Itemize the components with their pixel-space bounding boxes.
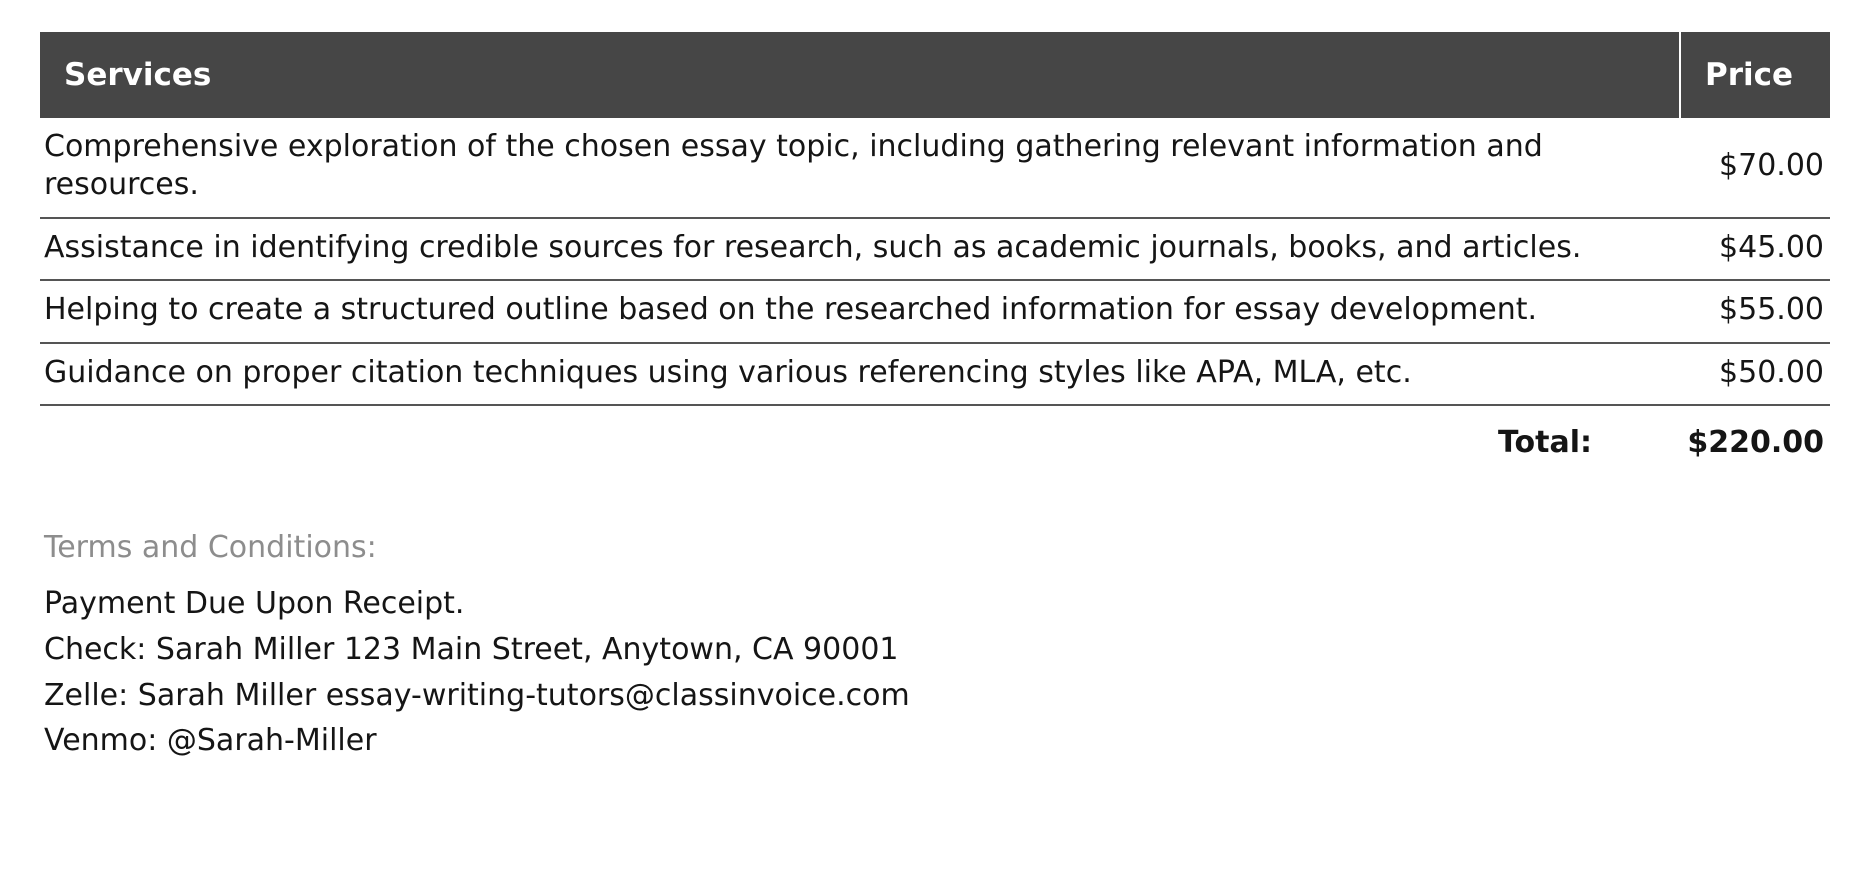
- column-header-price: Price: [1680, 32, 1830, 118]
- service-price: $50.00: [1680, 343, 1830, 405]
- service-price: $45.00: [1680, 218, 1830, 280]
- total-value: $220.00: [1687, 424, 1824, 460]
- terms-and-conditions-section: [40, 530, 1828, 759]
- table-row: [40, 343, 1830, 405]
- terms-line-zelle: Zelle: Sarah Miller essay-writing-tutors@classinvoice.com: [44, 677, 910, 713]
- terms-line-payment: Payment Due Upon Receipt.: [44, 586, 465, 622]
- service-description: Helping to create a structured outline based on the researched information for essay development.: [40, 280, 1680, 342]
- table-row: [40, 218, 1830, 280]
- column-header-services: Services: [40, 32, 1680, 118]
- table-row: [40, 280, 1830, 342]
- service-price: $70.00: [1680, 118, 1830, 218]
- service-price: $55.00: [1680, 280, 1830, 342]
- table-body: [40, 118, 1830, 468]
- services-price-table: [40, 32, 1830, 468]
- service-description: Assistance in identifying credible sources for research, such as academic journals, books, and articles.: [40, 218, 1680, 280]
- terms-title: Terms and Conditions:: [44, 530, 377, 566]
- terms-line-check: Check: Sarah Miller 123 Main Street, Anytown, CA 90001: [44, 631, 899, 667]
- total-row: [40, 405, 1830, 468]
- service-description: Comprehensive exploration of the chosen essay topic, including gathering relevant information and resources.: [40, 118, 1680, 218]
- total-label: Total:: [1498, 424, 1592, 460]
- table-row: [40, 118, 1830, 218]
- table-header: [40, 32, 1830, 118]
- terms-line-venmo: Venmo: @Sarah-Miller: [44, 723, 377, 759]
- table-header-row: [40, 32, 1830, 118]
- service-description: Guidance on proper citation techniques using various referencing styles like APA, MLA, etc.: [40, 343, 1680, 405]
